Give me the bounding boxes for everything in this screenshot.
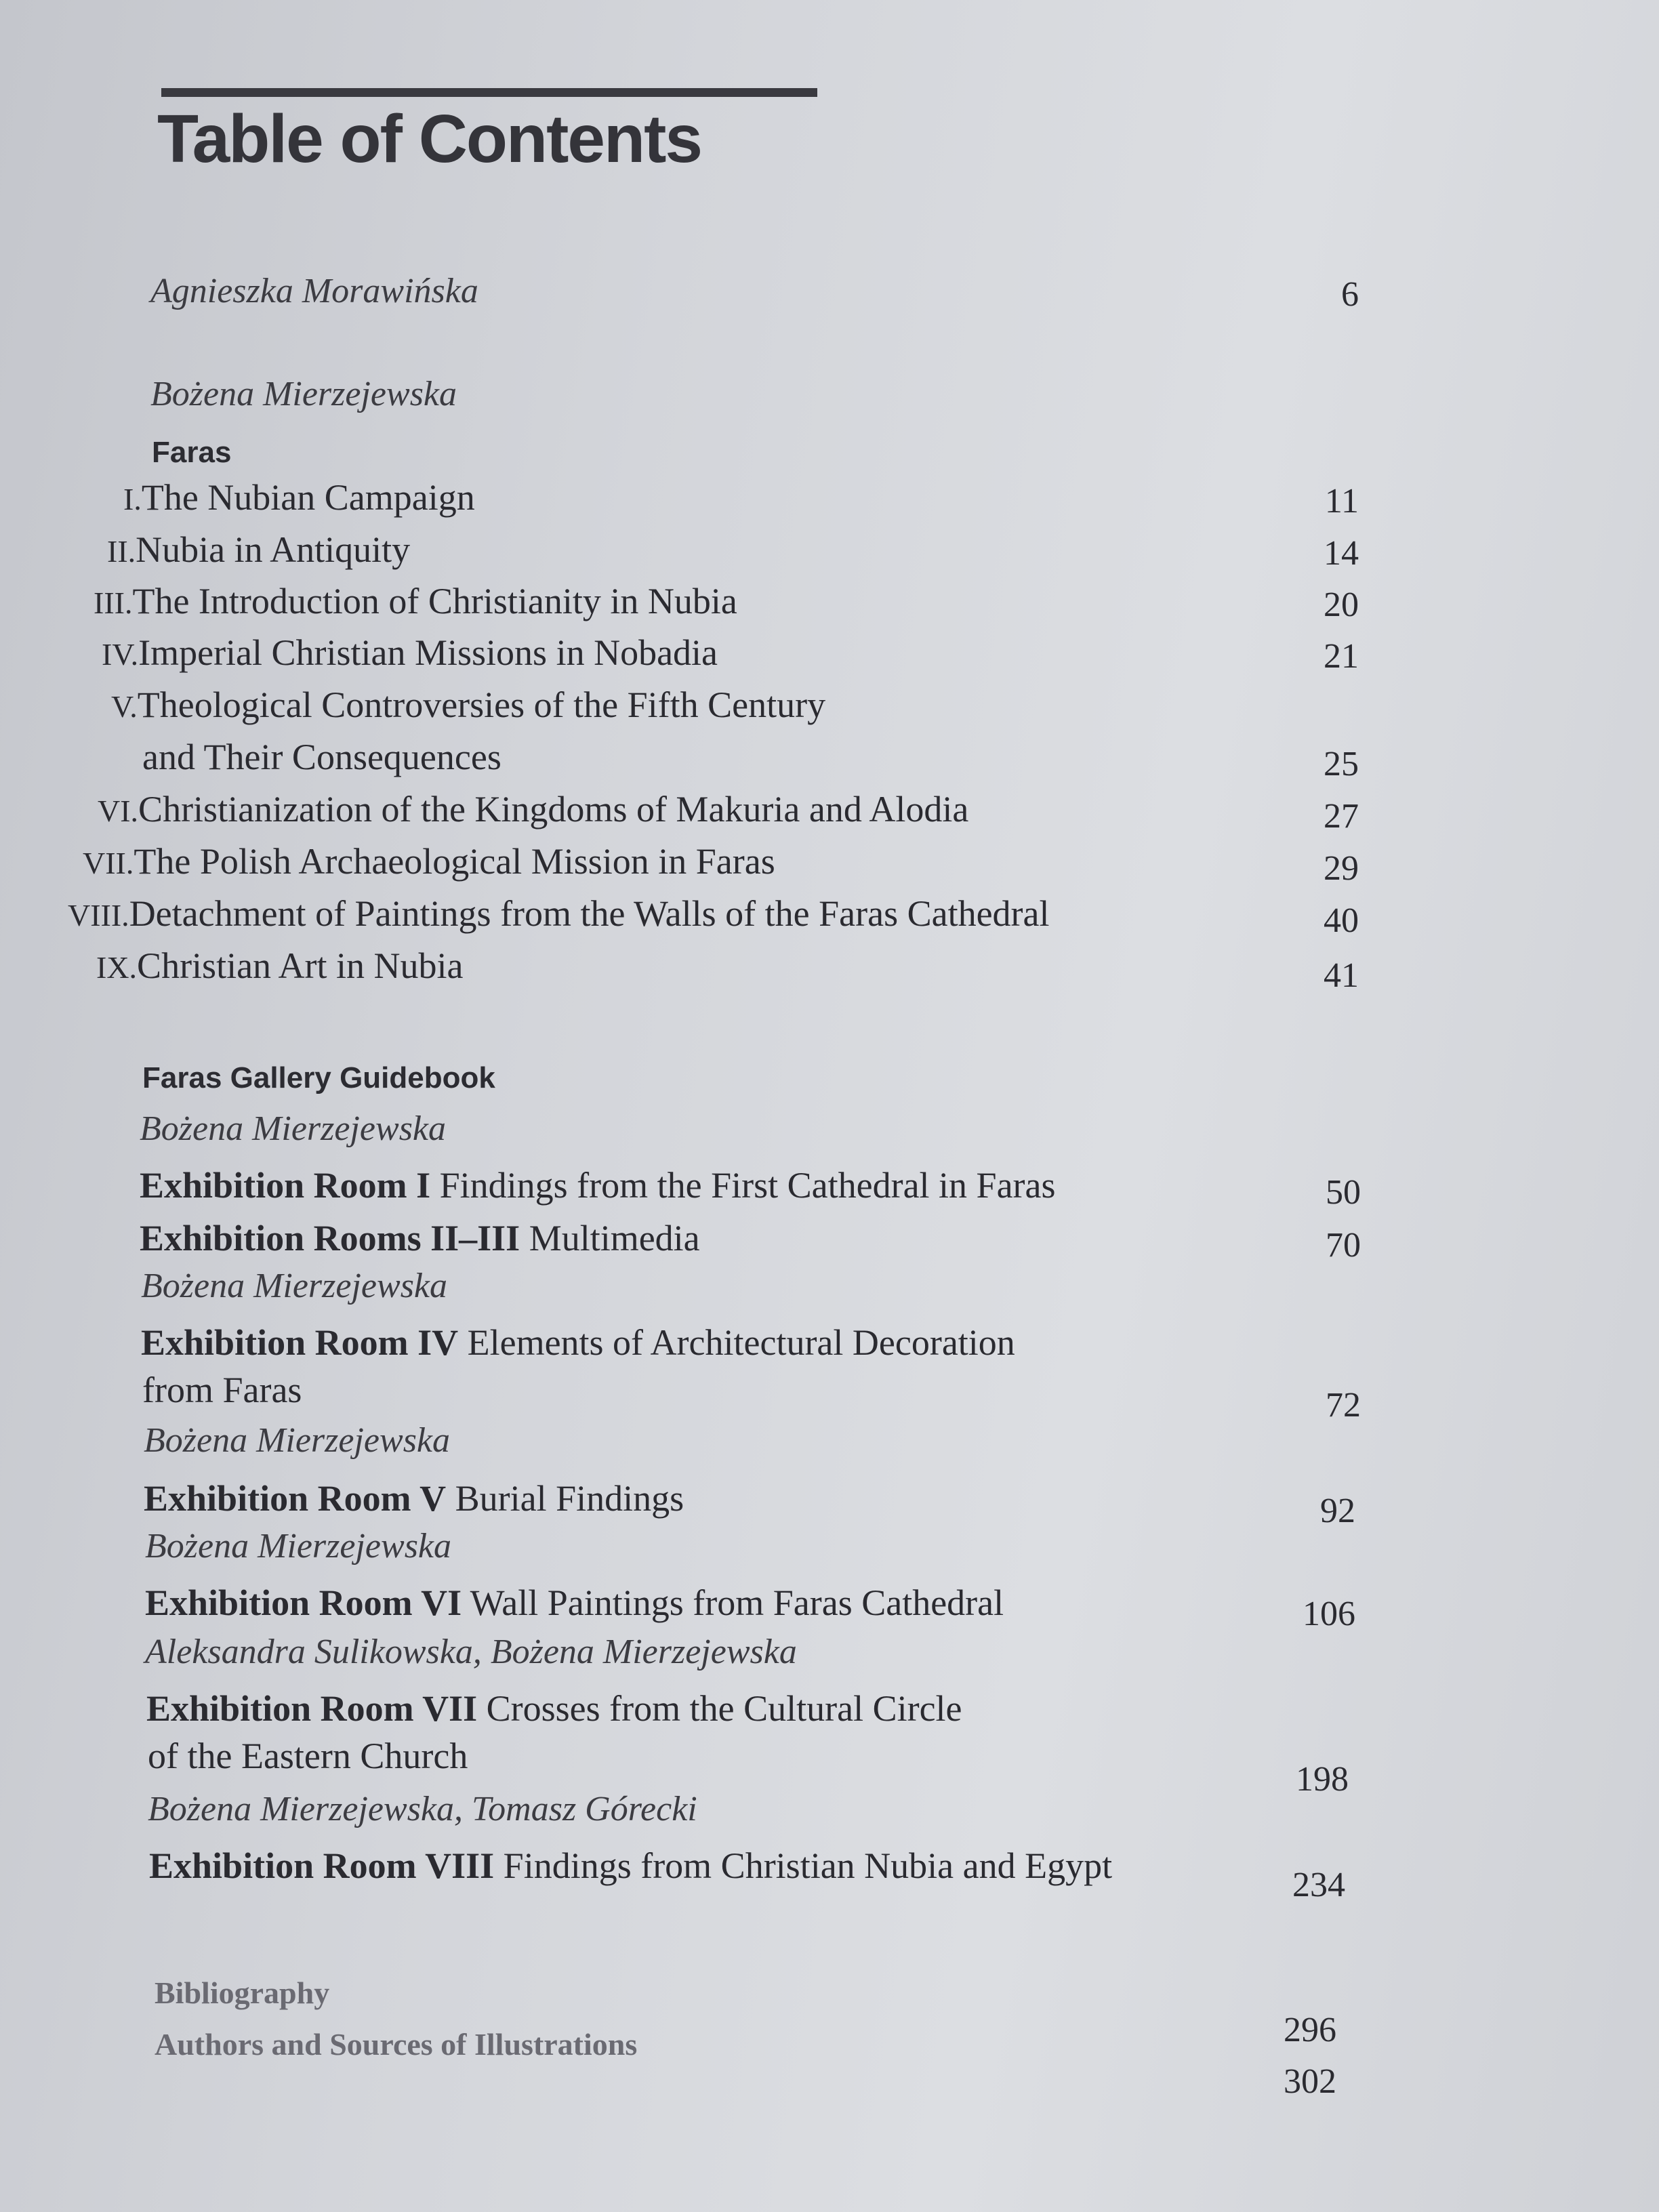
chapter-number: III. bbox=[94, 586, 133, 620]
room-4-author: Bożena Mierzejewska bbox=[141, 1267, 448, 1305]
room-6-author: Bożena Mierzejewska bbox=[145, 1527, 452, 1565]
chapter-3 bbox=[94, 580, 737, 622]
room-2-page: 70 bbox=[1326, 1226, 1361, 1265]
chapter-number: VI. bbox=[98, 794, 139, 828]
room-1-page: 50 bbox=[1326, 1173, 1361, 1212]
chapter-number: VIII. bbox=[68, 898, 129, 933]
chapter-6-page: 27 bbox=[1324, 797, 1359, 836]
room-8-page: 234 bbox=[1292, 1866, 1345, 1904]
bibliography: Bibliography bbox=[155, 1975, 330, 2010]
title-rule bbox=[161, 88, 817, 97]
room-label: Exhibition Room VII bbox=[146, 1688, 478, 1729]
room-title: Burial Findings bbox=[455, 1478, 684, 1519]
room-label: Exhibition Room V bbox=[144, 1478, 447, 1519]
room-8 bbox=[149, 1845, 1112, 1887]
room-title: Findings from Christian Nubia and Egypt bbox=[503, 1845, 1113, 1886]
illustrations-page: 302 bbox=[1284, 2062, 1336, 2101]
room-7-author: Aleksandra Sulikowska, Bożena Mierzejewska bbox=[145, 1633, 797, 1671]
chapter-5 bbox=[111, 684, 825, 726]
room-7-page: 198 bbox=[1296, 1760, 1349, 1799]
illustrations-sources: Authors and Sources of Illustrations bbox=[155, 2027, 638, 2062]
room-label: Exhibition Room VIII bbox=[149, 1845, 495, 1886]
room-5-author: Bożena Mierzejewska bbox=[144, 1421, 451, 1460]
chapter-title: Nubia in Antiquity bbox=[136, 529, 411, 570]
room-title: Findings from the First Cathedral in Faras bbox=[439, 1165, 1056, 1206]
chapter-4-page: 21 bbox=[1324, 637, 1359, 676]
room-label: Exhibition Room I bbox=[140, 1165, 431, 1206]
chapter-2 bbox=[107, 529, 410, 571]
chapter-4 bbox=[102, 632, 718, 674]
chapter-1-page: 11 bbox=[1324, 482, 1359, 520]
chapter-number: V. bbox=[111, 689, 138, 724]
chapter-title: The Introduction of Christianity in Nubia bbox=[132, 581, 737, 621]
bibliography-page: 296 bbox=[1284, 2011, 1336, 2049]
chapter-number: IX. bbox=[96, 950, 138, 985]
part2-author: Bożena Mierzejewska bbox=[140, 1109, 447, 1148]
room-4 bbox=[141, 1322, 1015, 1364]
chapter-8-page: 40 bbox=[1324, 901, 1359, 940]
chapter-number: VII. bbox=[83, 846, 134, 880]
room-title: Multimedia bbox=[529, 1218, 700, 1258]
room-4-cont: from Faras bbox=[142, 1370, 302, 1410]
room-title: Wall Paintings from Faras Cathedral bbox=[470, 1582, 1004, 1623]
chapter-5-cont: and Their Consequences bbox=[142, 737, 501, 777]
intro-author: Agnieszka Morawińska bbox=[150, 272, 478, 310]
chapter-7-page: 29 bbox=[1324, 849, 1359, 888]
room-label: Exhibition Room VI bbox=[145, 1582, 462, 1623]
room-7-cont: of the Eastern Church bbox=[148, 1736, 468, 1776]
chapter-title: Christianization of the Kingdoms of Makuria and Alodia bbox=[138, 789, 969, 830]
chapter-title: Theological Controversies of the Fifth Century bbox=[137, 684, 826, 725]
room-6 bbox=[145, 1582, 1004, 1624]
chapter-title: Imperial Christian Missions in Nobadia bbox=[138, 632, 718, 673]
chapter-3-page: 20 bbox=[1324, 586, 1359, 624]
chapter-number: IV. bbox=[102, 637, 139, 672]
room-5 bbox=[144, 1477, 684, 1519]
chapter-title: Christian Art in Nubia bbox=[137, 945, 464, 986]
page-title: Table of Contents bbox=[157, 101, 702, 177]
chapter-title: The Nubian Campaign bbox=[141, 477, 475, 518]
room-label: Exhibition Rooms II–III bbox=[140, 1218, 520, 1258]
chapter-9 bbox=[96, 945, 464, 987]
room-7 bbox=[146, 1687, 962, 1729]
room-4-page: 72 bbox=[1326, 1386, 1361, 1425]
room-2 bbox=[140, 1217, 700, 1259]
room-label: Exhibition Room IV bbox=[141, 1322, 459, 1363]
chapter-5-page: 25 bbox=[1324, 745, 1359, 783]
chapter-8 bbox=[68, 893, 1050, 935]
part1-author: Bożena Mierzejewska bbox=[150, 375, 457, 413]
room-5-page: 92 bbox=[1320, 1492, 1355, 1530]
part2-heading: Faras Gallery Guidebook bbox=[142, 1061, 495, 1094]
chapter-title: The Polish Archaeological Mission in Faras bbox=[134, 841, 775, 882]
part1-heading: Faras bbox=[152, 436, 232, 469]
chapter-2-page: 14 bbox=[1324, 534, 1359, 573]
chapter-number: II. bbox=[107, 534, 136, 569]
chapter-number: I. bbox=[123, 482, 142, 516]
chapter-9-page: 41 bbox=[1324, 956, 1359, 995]
room-title: Crosses from the Cultural Circle bbox=[486, 1688, 962, 1729]
room-8-author: Bożena Mierzejewska, Tomasz Górecki bbox=[148, 1790, 697, 1828]
room-title: Elements of Architectural Decoration bbox=[467, 1322, 1015, 1363]
room-1 bbox=[140, 1164, 1056, 1206]
chapter-7 bbox=[83, 840, 775, 882]
intro-page: 6 bbox=[1341, 275, 1359, 314]
chapter-1 bbox=[123, 476, 475, 518]
chapter-6 bbox=[98, 788, 968, 830]
chapter-title: Detachment of Paintings from the Walls of the Faras Cathedral bbox=[129, 893, 1050, 934]
room-6-page: 106 bbox=[1303, 1595, 1355, 1633]
